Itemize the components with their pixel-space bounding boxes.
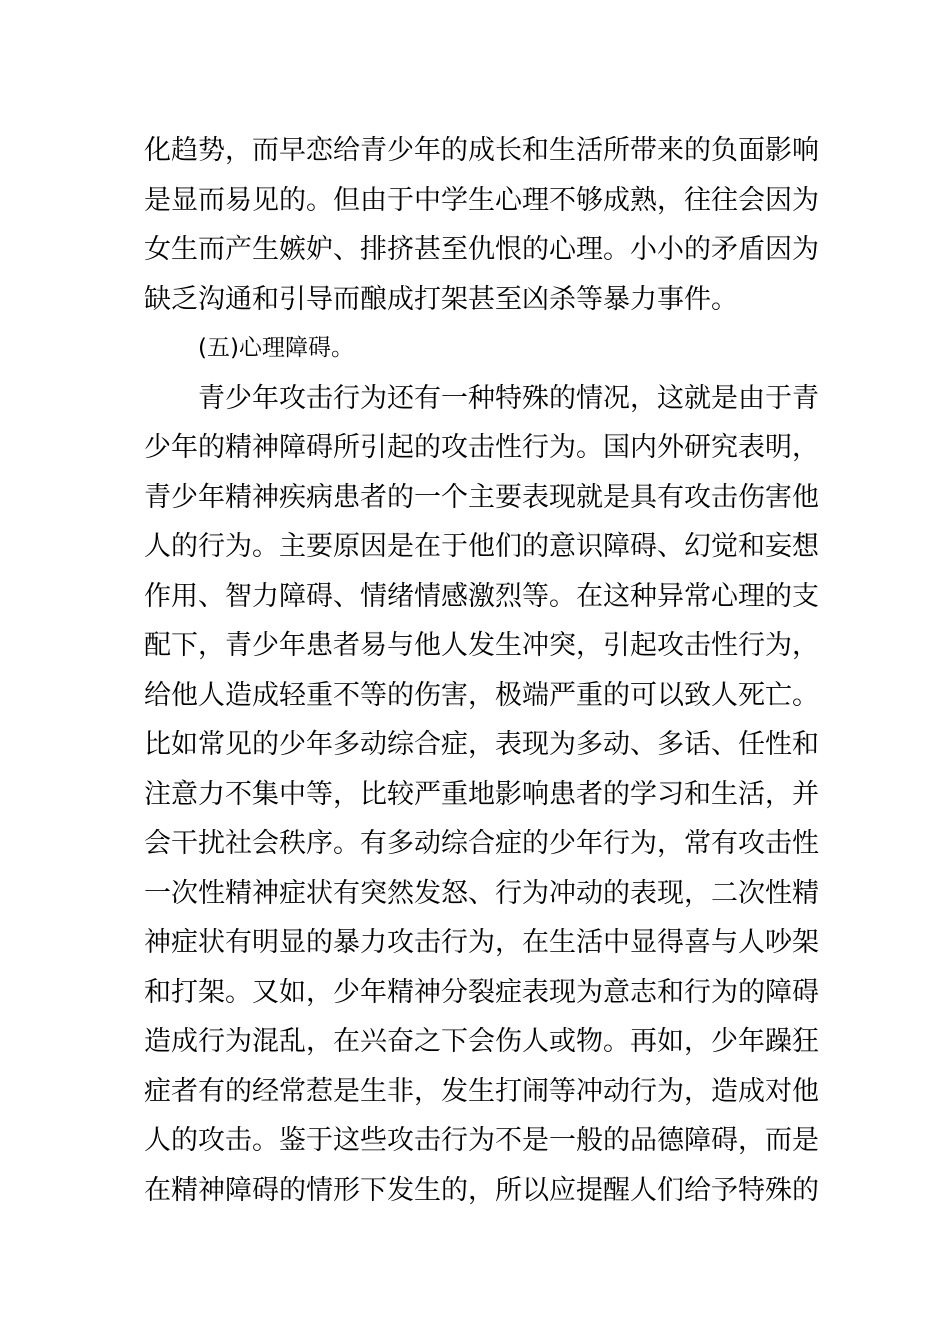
text-line: 配下，青少年患者易与他人发生冲突，引起攻击性行为， (144, 630, 819, 661)
paragraph-continued (144, 126, 819, 324)
text-line: 给他人造成轻重不等的伤害，极端严重的可以致人死亡。 (144, 679, 819, 711)
paragraph-psychological-disorder (144, 374, 819, 1216)
text-line: 症者有的经常惹是生非，发生打闹等冲动行为，造成对他 (144, 1075, 819, 1107)
text-line: 是显而易见的。但由于中学生心理不够成熟，往往会因为 (144, 184, 819, 216)
document-body (144, 126, 819, 1215)
text-line: 在精神障碍的情形下发生的，所以应提醒人们给予特殊的 (144, 1174, 819, 1206)
text-line: 青少年攻击行为还有一种特殊的情况，这就是由于青 (198, 382, 819, 414)
text-line: 化趋势，而早恋给青少年的成长和生活所带来的负面影响 (144, 135, 819, 166)
text-line: 注意力不集中等，比较严重地影响患者的学习和生活，并 (144, 778, 819, 810)
text-line: 缺乏沟通和引导而酿成打架甚至凶杀等暴力事件。 (144, 283, 738, 315)
text-line: 造成行为混乱，在兴奋之下会伤人或物。再如，少年躁狂 (144, 1026, 819, 1057)
text-line: 人的攻击。鉴于这些攻击行为不是一般的品德障碍，而是 (144, 1125, 819, 1156)
text-line: 作用、智力障碍、情绪情感激烈等。在这种异常心理的支 (144, 580, 819, 612)
text-line: 一次性精神症状有突然发怒、行为冲动的表现，二次性精 (144, 877, 819, 909)
text-line: 会干扰社会秩序。有多动综合症的少年行为，常有攻击性 (144, 828, 819, 859)
text-line: 少年的精神障碍所引起的攻击性行为。国内外研究表明， (144, 432, 819, 463)
text-line: 神症状有明显的暴力攻击行为，在生活中显得喜与人吵架 (144, 927, 819, 958)
text-line: 比如常见的少年多动综合症，表现为多动、多话、任性和 (144, 729, 819, 760)
text-line: 女生而产生嫉妒、排挤甚至仇恨的心理。小小的矛盾因为 (144, 234, 819, 265)
section-heading: (五)心理障碍。 (198, 335, 354, 361)
text-line: 人的行为。主要原因是在于他们的意识障碍、幻觉和妄想 (144, 531, 819, 562)
text-line: 青少年精神疾病患者的一个主要表现就是具有攻击伤害他 (144, 481, 819, 513)
text-line: 和打架。又如，少年精神分裂症表现为意志和行为的障碍 (144, 976, 819, 1008)
